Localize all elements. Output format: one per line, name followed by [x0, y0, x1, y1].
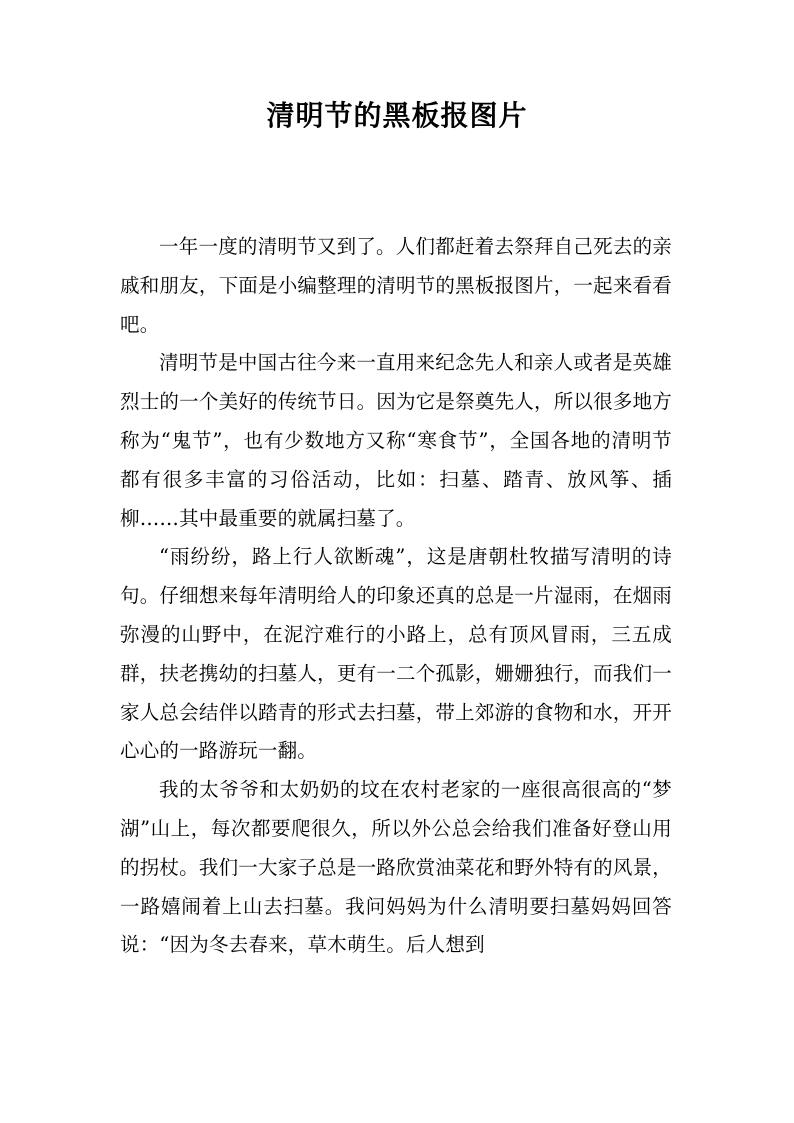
paragraph-3: “雨纷纷，路上行人欲断魂”，这是唐朝杜牧描写清明的诗句。仔细想来每年清明给人的印象还真的总是一片湿雨，在烟雨弥漫的山野中，在泥泞难行的小路上，总有顶风冒雨，三五成群，扶老携幼的扫墓人，更有一二个孤影，姗姗独行，而我们一家人总会结伴以踏青的形式去扫墓，带上郊游的食物和水，开开心心的一路游玩一翻。 — [120, 545, 672, 763]
article-body — [120, 228, 672, 965]
paragraph-4: 我的太爷爷和太奶奶的坟在农村老家的一座很高很高的“梦湖”山上，每次都要爬很久，所以外公总会给我们准备好登山用的拐杖。我们一大家子总是一路欣赏油菜花和野外特有的风景，一路嬉闹着上山去扫墓。我问妈妈为什么清明要扫墓妈妈回答说：“因为冬去春来，草木萌生。后人想到 — [120, 778, 672, 957]
paragraph-2: 清明节是中国古往今来一直用来纪念先人和亲人或者是英雄烈士的一个美好的传统节日。因为它是祭奠先人，所以很多地方称为“鬼节”，也有少数地方又称“寒食节”，全国各地的清明节都有很多丰富的习俗活动，比如：扫墓、踏青、放风筝、插柳……其中最重要的就属扫墓了。 — [120, 351, 672, 530]
paragraph-1: 一年一度的清明节又到了。人们都赶着去祭拜自己死去的亲戚和朋友，下面是小编整理的清明节的黑板报图片，一起来看看吧。 — [120, 235, 672, 336]
page-title: 清明节的黑板报图片 — [266, 99, 528, 132]
